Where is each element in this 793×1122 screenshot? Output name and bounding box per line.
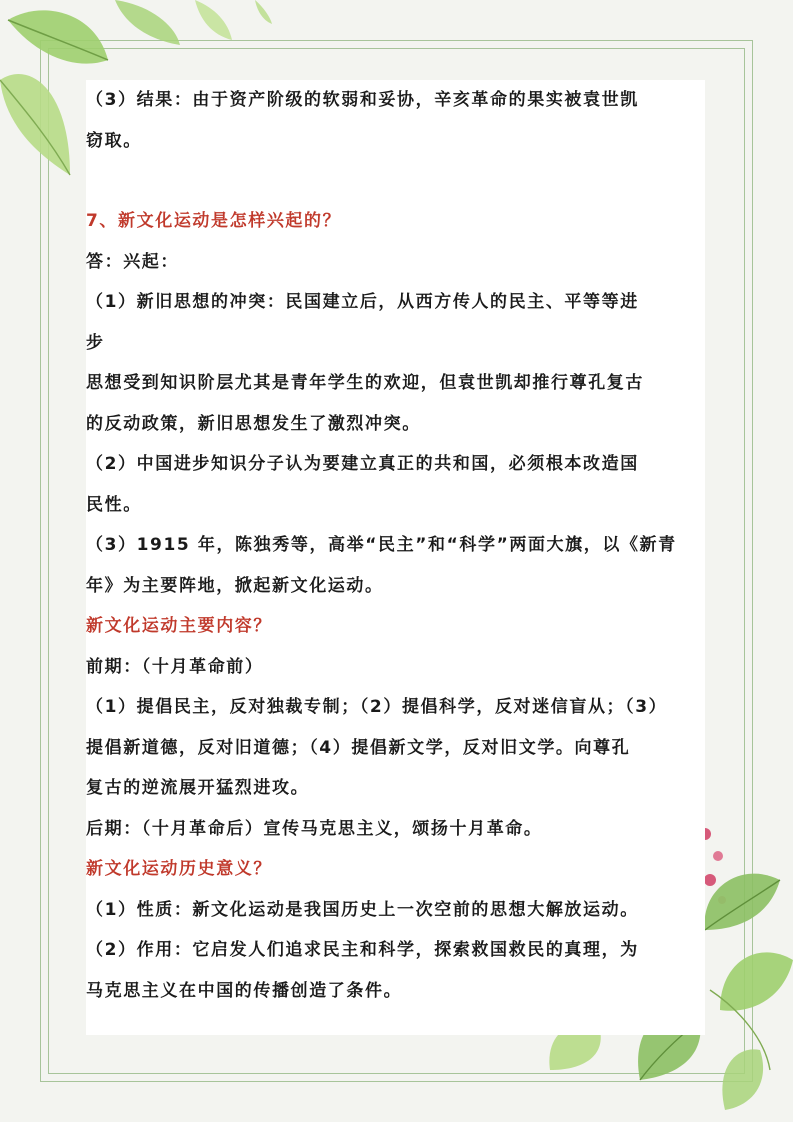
text-line: （2）中国进步知识分子认为要建立真正的共和国，必须根本改造国	[86, 454, 639, 474]
text-line: 后期：（十月革命后）宣传马克思主义，颂扬十月革命。	[86, 818, 543, 839]
text-line: 的反动政策，新旧思想发生了激烈冲突。	[86, 413, 421, 434]
text-line: 复古的逆流展开猛烈进攻。	[86, 778, 310, 798]
text-line: 步	[86, 332, 105, 353]
text-line: 提倡新道德，反对旧道德；（4）提倡新文学，反对旧文学。向尊孔	[86, 737, 631, 758]
text-line: 窃取。	[86, 130, 142, 151]
document-body	[86, 80, 704, 1011]
text-line: （1）提倡民主，反对独裁专制；（2）提倡科学，反对迷信盲从；（3）	[86, 697, 668, 717]
text-line: 前期：（十月革命前）	[86, 656, 264, 677]
text-line: 思想受到知识阶层尤其是青年学生的欢迎，但袁世凯却推行尊孔复古	[86, 373, 644, 393]
text-line: 马克思主义在中国的传播创造了条件。	[86, 980, 403, 1001]
text-line: （3）结果：由于资产阶级的软弱和妥协，辛亥革命的果实被袁世凯	[86, 90, 639, 110]
section-heading: 新文化运动历史意义？	[86, 859, 272, 879]
text-line: 答：兴起：	[86, 251, 179, 272]
section-heading: 新文化运动主要内容？	[86, 616, 272, 636]
text-line: （1）性质：新文化运动是我国历史上一次空前的思想大解放运动。	[86, 899, 639, 920]
text-line: （3）1915 年，陈独秀等，高举“民主”和“科学”两面大旗，以《新青	[86, 535, 677, 555]
section-heading: 7、新文化运动是怎样兴起的？	[86, 211, 342, 231]
text-line: （2）作用：它启发人们追求民主和科学，探索救国救民的真理，为	[86, 940, 639, 960]
text-line: 年》为主要阵地，掀起新文化运动。	[86, 575, 384, 596]
text-line: 民性。	[86, 494, 142, 515]
text-line: （1）新旧思想的冲突：民国建立后，从西方传人的民主、平等等进	[86, 292, 639, 312]
